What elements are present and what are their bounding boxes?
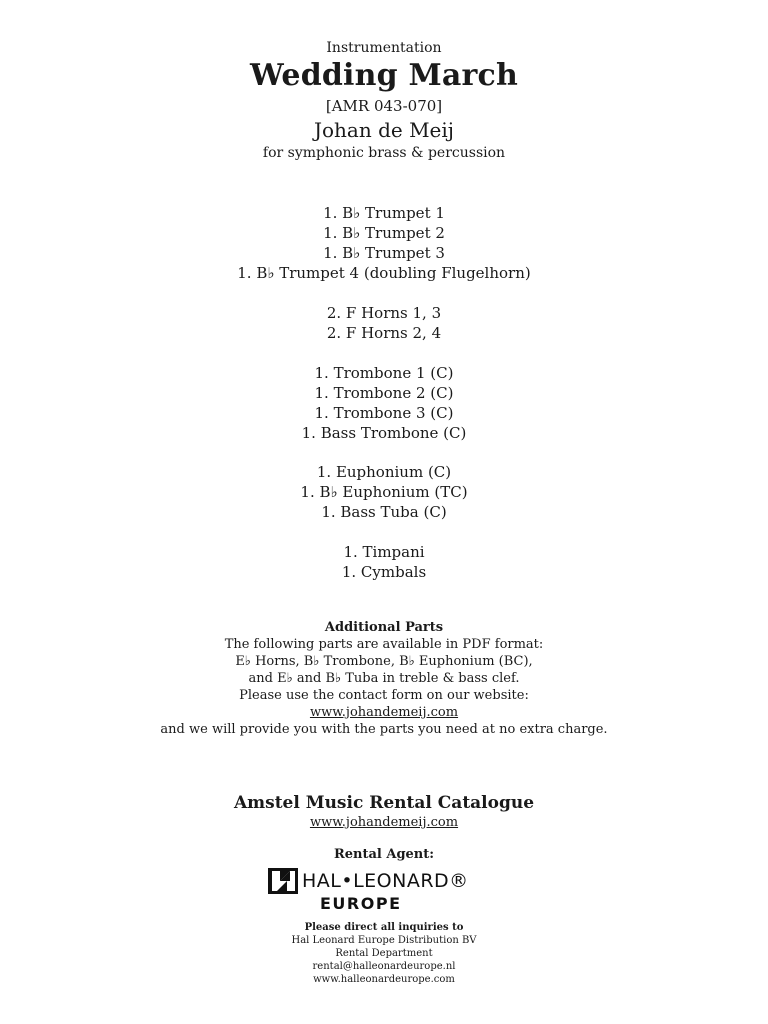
trombone-group <box>0 363 768 443</box>
instrument-item: 1. Cymbals <box>341 563 427 581</box>
inquiries-heading: Please direct all inquiries to <box>304 922 464 933</box>
instrument-item: 1. Trombone 1 (C) <box>314 364 454 382</box>
instrument-item: 1. B♭ Trumpet 1 <box>323 204 445 222</box>
inquiries-line: Hal Leonard Europe Distribution BV <box>291 935 477 946</box>
instrument-item: 2. F Horns 2, 4 <box>326 324 442 342</box>
instrument-item: 1. Timpani <box>343 543 425 561</box>
catalogue-website-link[interactable]: www.johandemeij.com <box>309 815 459 830</box>
catalogue-number: [AMR 043-070] <box>325 97 443 115</box>
subtitle: for symphonic brass & percussion <box>262 145 506 161</box>
inquiries-website[interactable]: www.halleonardeurope.com <box>313 974 455 985</box>
additional-parts-heading: Additional Parts <box>324 620 444 635</box>
instrument-item: 1. B♭ Trumpet 4 (doubling Flugelhorn) <box>237 264 531 282</box>
additional-parts-line: Please use the contact form on our website: <box>239 688 529 703</box>
percussion-group <box>0 542 768 582</box>
instrument-item: 1. B♭ Euphonium (TC) <box>300 483 468 501</box>
rental-agent-label: Rental Agent: <box>333 847 435 862</box>
catalogue-title: Amstel Music Rental Catalogue <box>233 793 535 813</box>
logo-region-text: EUROPE <box>320 894 402 913</box>
additional-parts-closing: and we will provide you with the parts you need at no extra charge. <box>160 722 608 737</box>
instrument-item: 1. Bass Tuba (C) <box>321 503 447 521</box>
instrument-item: 1. Trombone 3 (C) <box>314 404 454 422</box>
instrument-item: 1. B♭ Trumpet 3 <box>323 244 445 262</box>
page-title: Wedding March <box>249 58 519 93</box>
hal-leonard-mark-icon <box>268 868 298 894</box>
horn-group <box>0 303 768 343</box>
additional-parts-line: E♭ Horns, B♭ Trombone, B♭ Euphonium (BC), <box>235 654 533 669</box>
instrument-item: 1. Euphonium (C) <box>316 463 452 481</box>
instrument-item: 1. Bass Trombone (C) <box>301 424 467 442</box>
hal-leonard-logo <box>268 866 508 916</box>
additional-parts-line: The following parts are available in PDF format: <box>224 637 544 652</box>
additional-parts-section <box>0 619 768 738</box>
low-brass-group <box>0 462 768 522</box>
inquiries-email[interactable]: rental@halleonardeurope.nl <box>312 961 456 972</box>
inquiries-section <box>0 921 768 986</box>
instrument-item: 1. Trombone 2 (C) <box>314 384 454 402</box>
additional-parts-line: and E♭ and B♭ Tuba in treble & bass clef. <box>248 671 520 686</box>
catalogue-section <box>0 792 768 831</box>
instrument-item: 2. F Horns 1, 3 <box>326 304 442 322</box>
pretitle: Instrumentation <box>326 40 442 56</box>
composer-name: Johan de Meij <box>313 118 454 142</box>
inquiries-line: Rental Department <box>335 948 433 959</box>
instrument-item: 1. B♭ Trumpet 2 <box>323 224 445 242</box>
logo-brand-text: HAL•LEONARD® <box>302 870 469 892</box>
website-link[interactable]: www.johandemeij.com <box>309 705 459 720</box>
trumpet-group <box>0 203 768 283</box>
